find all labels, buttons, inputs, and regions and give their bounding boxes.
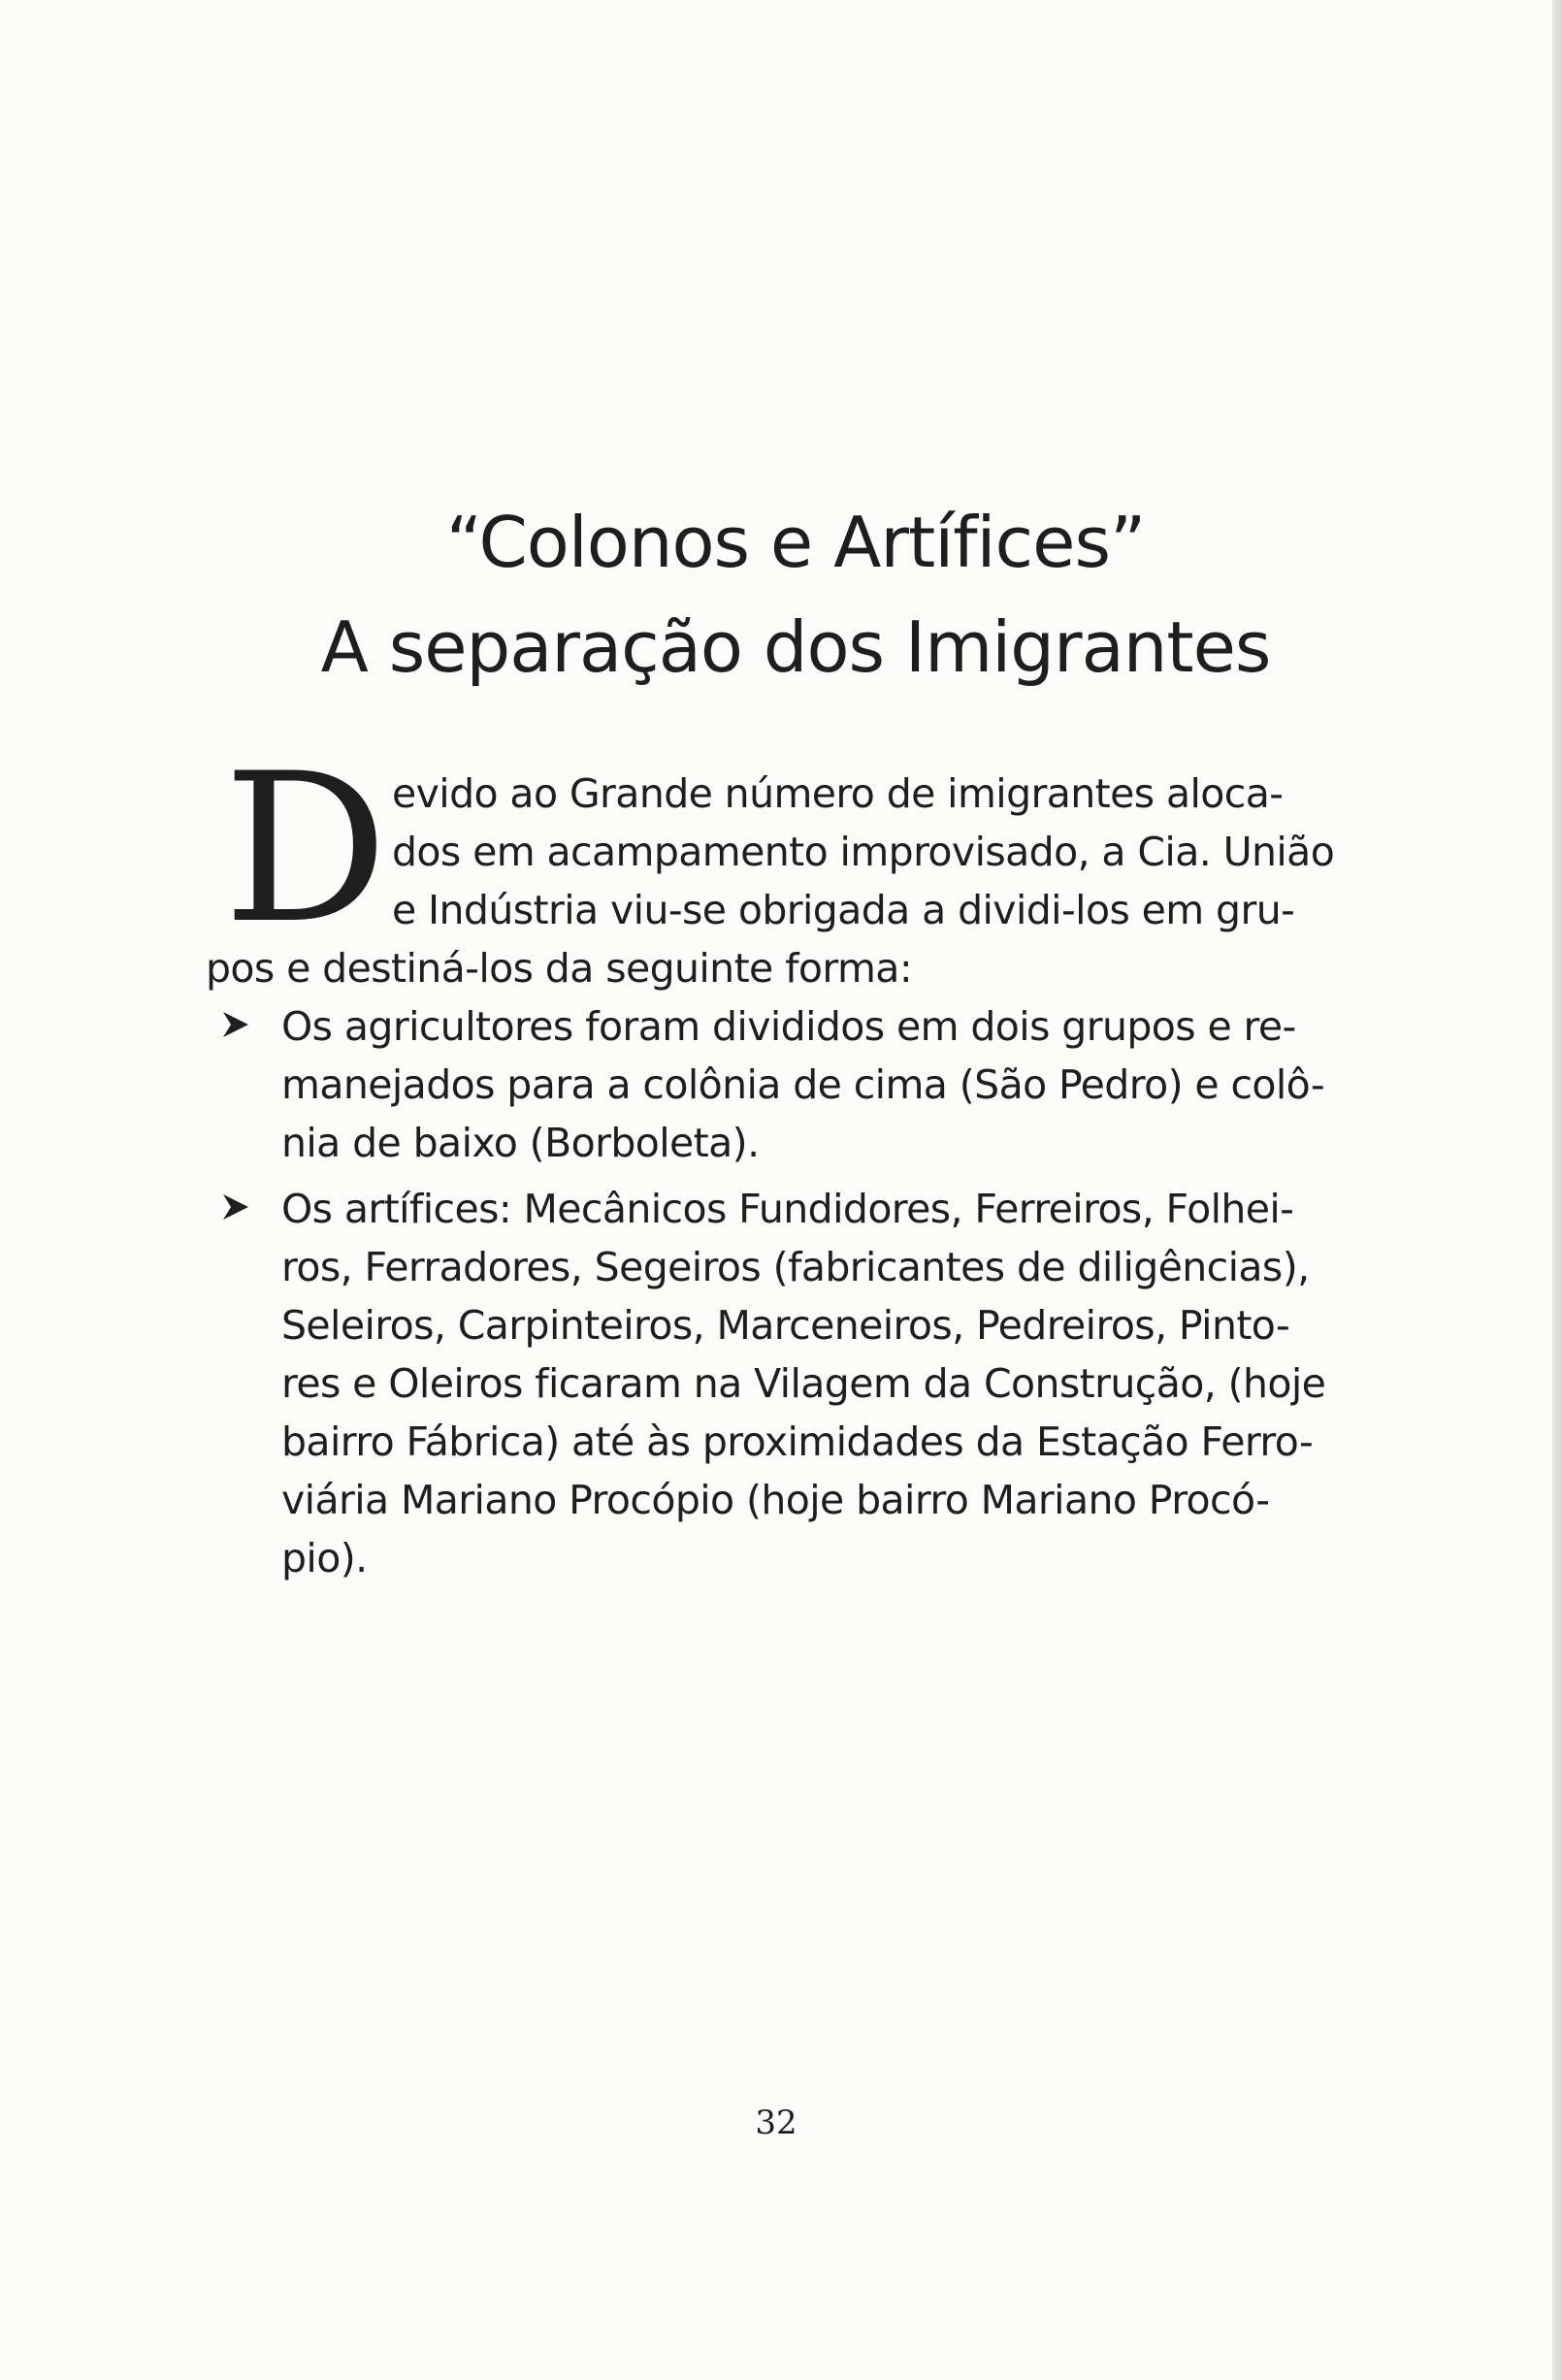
chapter-title-line-2: A separação dos Imigrantes <box>320 606 1271 688</box>
drop-cap: D <box>223 729 388 968</box>
bullet-line: Os agricultores foram divididos em dois grupos e re- <box>281 1003 1296 1050</box>
intro-line: pos e destiná-los da seguinte forma: <box>206 945 913 992</box>
bullet-item-agricultores <box>206 997 1440 1172</box>
chapter-title-line-1: “Colonos e Artífices” <box>445 502 1146 583</box>
bullet-line: Os artífices: Mecânicos Fundidores, Ferreiros, Folhei- <box>281 1186 1294 1232</box>
intro-line: e Indústria viu-se obrigada a dividi-los em gru- <box>392 887 1295 933</box>
bullet-line: bairro Fábrica) até às proximidades da Estação Ferro- <box>281 1418 1314 1465</box>
chapter-title <box>194 490 1397 700</box>
bullet-line: Seleiros, Carpinteiros, Marceneiros, Pedreiros, Pinto- <box>281 1302 1290 1349</box>
page-edge <box>1552 0 1562 2380</box>
chapter-body <box>206 729 1440 1587</box>
arrowhead-bullet-icon <box>221 1191 250 1223</box>
intro-paragraph <box>206 729 1440 997</box>
bullet-list <box>206 997 1440 1587</box>
page-number: 32 <box>755 2103 797 2142</box>
bullet-line: viária Mariano Procópio (hoje bairro Mariano Procó- <box>281 1477 1270 1523</box>
arrowhead-bullet-icon <box>221 1009 250 1040</box>
bullet-line: nia de baixo (Borboleta). <box>281 1120 760 1166</box>
bullet-item-artifices <box>206 1180 1440 1587</box>
intro-line: evido ao Grande número de imigrantes aloca- <box>392 770 1284 817</box>
bullet-line: res e Oleiros ficaram na Vilagem da Construção, (hoje <box>281 1360 1326 1407</box>
intro-line: dos em acampamento improvisado, a Cia. União <box>392 829 1335 875</box>
bullet-line: manejados para a colônia de cima (São Pedro) e colô- <box>281 1061 1325 1108</box>
bullet-line: ros, Ferradores, Segeiros (fabricantes de diligências), <box>281 1244 1310 1290</box>
bullet-line: pio). <box>281 1535 368 1581</box>
